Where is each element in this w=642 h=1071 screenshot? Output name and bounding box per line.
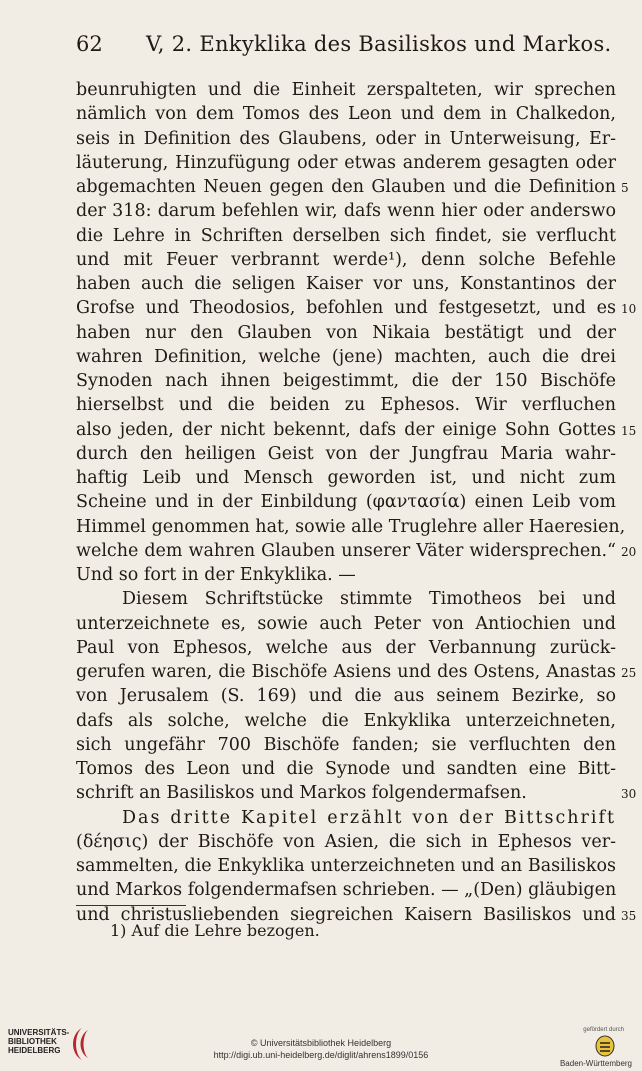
line-text: Das dritte Kapitel erzählt von der Bittschrift	[122, 807, 616, 828]
line-number: 35	[621, 908, 637, 923]
text-line	[76, 684, 616, 708]
text-line	[76, 781, 637, 805]
line-text: und Markos folgendermafsen schrieben. — „(Den) gläubigen	[76, 880, 617, 901]
line-text: Und so fort in der Enkyklika. —	[76, 565, 356, 585]
text-line	[76, 830, 616, 854]
text-line	[76, 418, 637, 442]
line-number: 25	[621, 666, 637, 680]
text-line	[76, 466, 616, 490]
line-number: 10	[621, 302, 637, 317]
line-number: 20	[621, 544, 637, 559]
text-line	[76, 878, 616, 902]
line-text: Himmel genommen hat, sowie alle Truglehre aller Haeresien,	[76, 516, 626, 537]
line-text: haben nur den Glauben von Nikaia bestätigt und der	[76, 322, 616, 343]
text-line	[76, 102, 616, 126]
line-text: die Lehre in Schriften derselben sich findet, sie verflucht	[76, 225, 616, 246]
line-number: 5	[621, 181, 629, 195]
text-line	[76, 272, 616, 296]
page-header	[76, 28, 616, 62]
line-text: abgemachten Neuen gegen den Glauben und die Definition	[76, 177, 616, 197]
text-line	[76, 515, 626, 539]
line-text: (δέησις) der Bischöfe von Asien, die sich in Ephesos ver-	[76, 831, 616, 852]
text-line	[76, 224, 616, 248]
line-text: schrift an Basiliskos und Markos folgendermafsen.	[76, 783, 527, 804]
line-text: beunruhigten und die Einheit zerspalteten, wir sprechen	[76, 80, 616, 100]
line-text: Grofse und Theodosios, befohlen und festgesetzt, und es	[76, 298, 616, 319]
line-text: und mit Feuer verbrannt werde¹), denn solche Befehle	[76, 249, 616, 270]
sponsor-note: gefördert durch	[583, 1027, 624, 1033]
line-text: nämlich von dem Tomos des Leon und dem in Chalkedon,	[76, 104, 616, 125]
text-line	[76, 587, 616, 611]
text-line	[76, 248, 616, 272]
line-text: dafs als solche, welche die Enkyklika unterzeichneten,	[76, 710, 616, 731]
text-line	[76, 442, 616, 466]
text-line	[76, 393, 616, 417]
line-text: sich ungefähr 700 Bischöfe fanden; sie verfluchten den	[76, 734, 616, 755]
line-text: Synoden nach ihnen beigestimmt, die der 150 Bischöfe	[76, 371, 616, 391]
line-text: also jeden, der nicht bekennt, dafs der einige Sohn Gottes	[76, 419, 616, 440]
text-line	[76, 151, 616, 175]
text-line	[76, 78, 616, 102]
source-url[interactable]: http://digi.ub.uni-heidelberg.de/diglit/ahrens1899/0156	[213, 1050, 429, 1060]
line-text: hierselbst und die beiden zu Ephesos. Wir verfluchen	[76, 395, 616, 416]
line-text: welche dem wahren Glauben unserer Väter widersprechen.“	[76, 540, 616, 561]
line-text: der 318: darum befehlen wir, dafs wenn hier oder anderswo	[76, 201, 616, 222]
text-line	[76, 612, 616, 636]
text-line	[76, 175, 629, 199]
line-text: Diesem Schriftstücke stimmte Timotheos bei und	[122, 589, 616, 610]
text-line	[76, 806, 616, 830]
line-text: wahren Definition, welche (jene) machten, auch die drei	[76, 346, 616, 367]
digitization-footer	[0, 1018, 642, 1071]
line-text: und christusliebenden siegreichen Kaisern Basiliskos und	[76, 904, 616, 925]
line-text: Paul von Ephesos, welche aus der Verbannung zurück-	[76, 637, 616, 658]
footnote: 1) Auf die Lehre bezogen.	[110, 921, 320, 940]
page-number: 62	[76, 32, 103, 56]
line-text: sammelten, die Enkyklika unterzeichneten und an Basiliskos	[76, 856, 616, 876]
text-line	[76, 296, 637, 320]
line-text: durch den heiligen Geist von der Jungfrau Maria wahr-	[76, 443, 616, 464]
coat-of-arms-icon	[590, 1035, 620, 1057]
line-number: 15	[621, 423, 637, 438]
text-line	[76, 490, 616, 514]
line-number: 30	[621, 787, 637, 802]
text-line	[76, 733, 616, 757]
text-line	[76, 660, 637, 684]
copyright-text: © Universitätsbibliothek Heidelberg	[250, 1038, 392, 1048]
text-line	[76, 539, 637, 563]
text-line	[76, 709, 616, 733]
line-text: von Jerusalem (S. 169) und die aus seinem Bezirke, so	[76, 686, 616, 707]
text-line	[76, 636, 616, 660]
footnote-rule	[76, 905, 186, 906]
line-text: haben auch die seligen Kaiser vor uns, Konstantinos der	[76, 274, 616, 294]
text-line	[76, 345, 616, 369]
library-name: UNIVERSITÄTS- BIBLIOTHEK HEIDELBERG	[8, 1028, 70, 1055]
text-line	[76, 127, 616, 151]
line-text: läuterung, Hinzufügung oder etwas anderem gesagten oder	[76, 152, 616, 173]
text-line	[76, 854, 616, 878]
text-line	[76, 563, 616, 587]
text-line	[76, 757, 616, 781]
line-text: seis in Definition des Glaubens, oder in Unterweisung, Er-	[76, 128, 616, 149]
text-line	[76, 321, 616, 345]
text-line	[76, 369, 616, 393]
sponsor-name: Baden-Württemberg	[559, 1059, 632, 1068]
text-line	[76, 199, 616, 223]
line-text: gerufen waren, die Bischöfe Asiens und des Ostens, Anastas	[76, 662, 616, 682]
line-text: Scheine und in der Einbildung (φαντασία) einen Leib vom	[76, 492, 616, 513]
line-text: Tomos des Leon und die Synode und sandten eine Bitt-	[76, 759, 616, 779]
running-title: V, 2. Enkyklika des Basiliskos und Markos.	[146, 32, 612, 56]
line-text: haftig Leib und Mensch geworden ist, und nicht zum	[76, 468, 616, 488]
line-text: unterzeichnete es, sowie auch Peter von Antiochien und	[76, 613, 616, 634]
body-text	[76, 78, 637, 927]
